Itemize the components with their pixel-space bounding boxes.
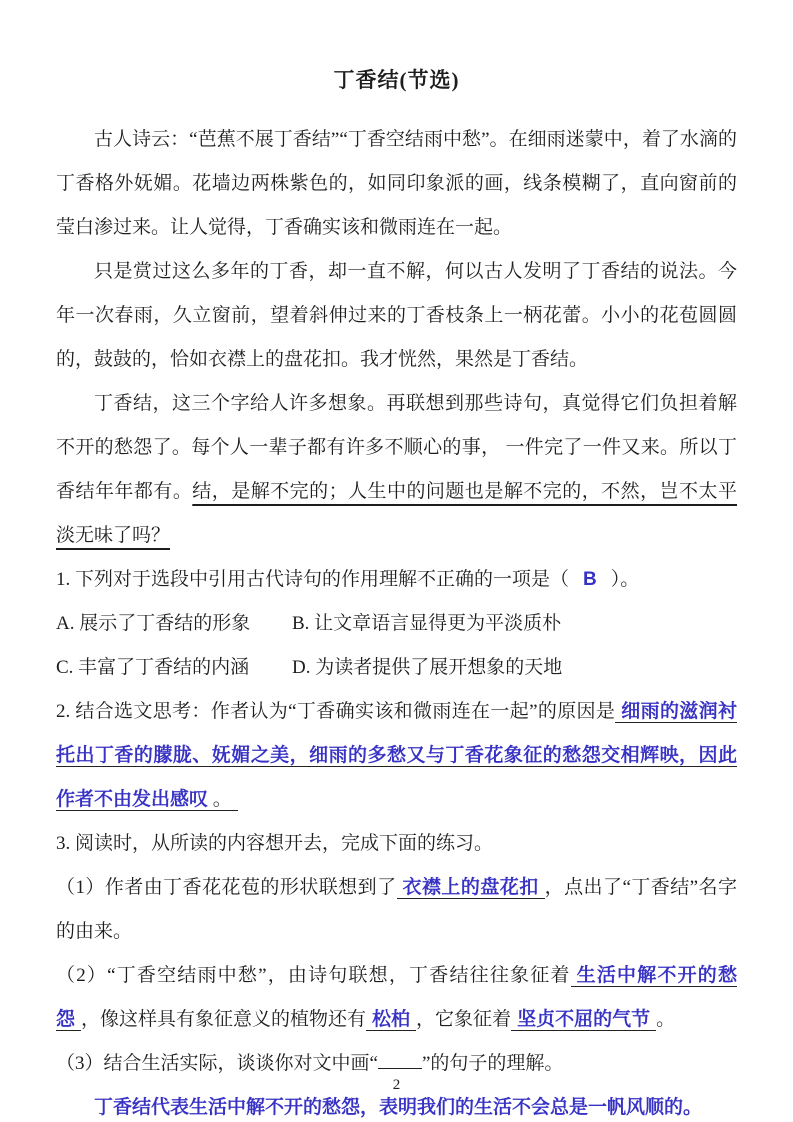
question-text: 2. 结合选文思考：作者认为“丁香确实该和微雨连在一起”的原因是 <box>56 701 616 722</box>
answer-blank <box>511 1009 656 1031</box>
underlined-sentence: 结，是解不完的；人生中的问题也是解不完的，不然，岂不太平淡无味了吗？ <box>56 481 737 546</box>
page-number: 2 <box>392 1077 401 1093</box>
question-1-answer-letter: B <box>583 569 597 590</box>
page-title: 丁香结(节选) <box>333 68 460 92</box>
question-3-sub-2 <box>56 954 737 1042</box>
option-d: D. 为读者提供了展开想象的天地 <box>292 657 563 678</box>
passage-paragraph-3 <box>56 382 737 558</box>
paragraph-text: 古人诗云：“芭蕉不展丁香结”“丁香空结雨中愁”。在细雨迷蒙中，着了水滴的丁香格外妩媚。花墙边两株紫色的，如同印象派的画，线条模糊了，直向窗前的莹白渗过来。让人觉得，丁香确实该和微雨连在一起。 <box>56 129 737 238</box>
option-c: C. 丰富了丁香结的内涵 <box>56 657 250 678</box>
question-text: ”的句子的理解。 <box>421 1053 564 1074</box>
handwritten-answer: 松柏 <box>372 1009 411 1030</box>
question-text: （1）作者由丁香花花苞的形状联想到了 <box>56 877 397 898</box>
paragraph-text: 丁香结，这三个字给人许多想象。再联想到那些诗句，真觉得它们负担着解不开的愁怨了。每个人一辈子都有许多不顺心的事， 一件完了一件又来。所以丁香结年年都有。 <box>56 393 737 502</box>
question-text: 3. 阅读时，从所读的内容想开去，完成下面的练习。 <box>56 833 494 854</box>
option-b: B. 让文章语言显得更为平淡质朴 <box>292 613 562 634</box>
answer-blank <box>366 1009 416 1031</box>
question-text: （3）结合生活实际，谈谈你对文中画“ <box>56 1053 378 1074</box>
inline-blank-line <box>378 1049 422 1069</box>
paragraph-text: 只是赏过这么多年的丁香，却一直不解，何以古人发明了丁香结的说法。今年一次春雨，久立窗前，望着斜伸过来的丁香枝条上一柄花蕾。小小的花苞圆圆的，鼓鼓的，恰如衣襟上的盘花扣。我才恍然，果然是丁香结。 <box>56 261 737 370</box>
handwritten-answer: 生活中解不开的愁怨 <box>56 965 737 1030</box>
handwritten-answer: 衣襟上的盘花扣 <box>402 877 539 898</box>
passage-paragraph-2 <box>56 250 737 382</box>
question-1-stem <box>56 558 737 602</box>
question-2 <box>56 690 737 822</box>
handwritten-answer: 丁香结代表生活中解不开的愁怨，表明我们的生活不会总是一帆风顺的。 <box>94 1097 703 1118</box>
question-text: ，像这样具有象征意义的植物还有 <box>81 1009 367 1030</box>
handwritten-answer: 细雨的滋润衬托出丁香的朦胧、妩媚之美，细雨的多愁又与丁香花象征的愁怨交相辉映，因此作者不由发出感叹 <box>56 701 737 810</box>
question-3-sub-1 <box>56 866 737 954</box>
question-3-stem <box>56 822 737 866</box>
question-1-options-row-1 <box>56 602 737 646</box>
handwritten-answer: 坚贞不屈的气节 <box>517 1009 651 1030</box>
passage-paragraph-1 <box>56 118 737 250</box>
question-1-options-row-2 <box>56 646 737 690</box>
question-text: ，点出了“丁香结”名字的由来。 <box>56 877 737 942</box>
answer-blank <box>397 877 545 899</box>
question-text: 1. 下列对于选段中引用古代诗句的作用理解不正确的一项是（ <box>56 569 570 590</box>
question-text: ）。 <box>610 569 640 590</box>
question-text: （2）“丁香空结雨中愁”，由诗句联想，丁香结往往象征着 <box>56 965 571 986</box>
answer-period: 。 <box>208 789 232 810</box>
question-text: 。 <box>656 1009 676 1030</box>
option-a: A. 展示了丁香结的形象 <box>56 613 251 634</box>
question-text: ，它象征着 <box>416 1009 512 1030</box>
